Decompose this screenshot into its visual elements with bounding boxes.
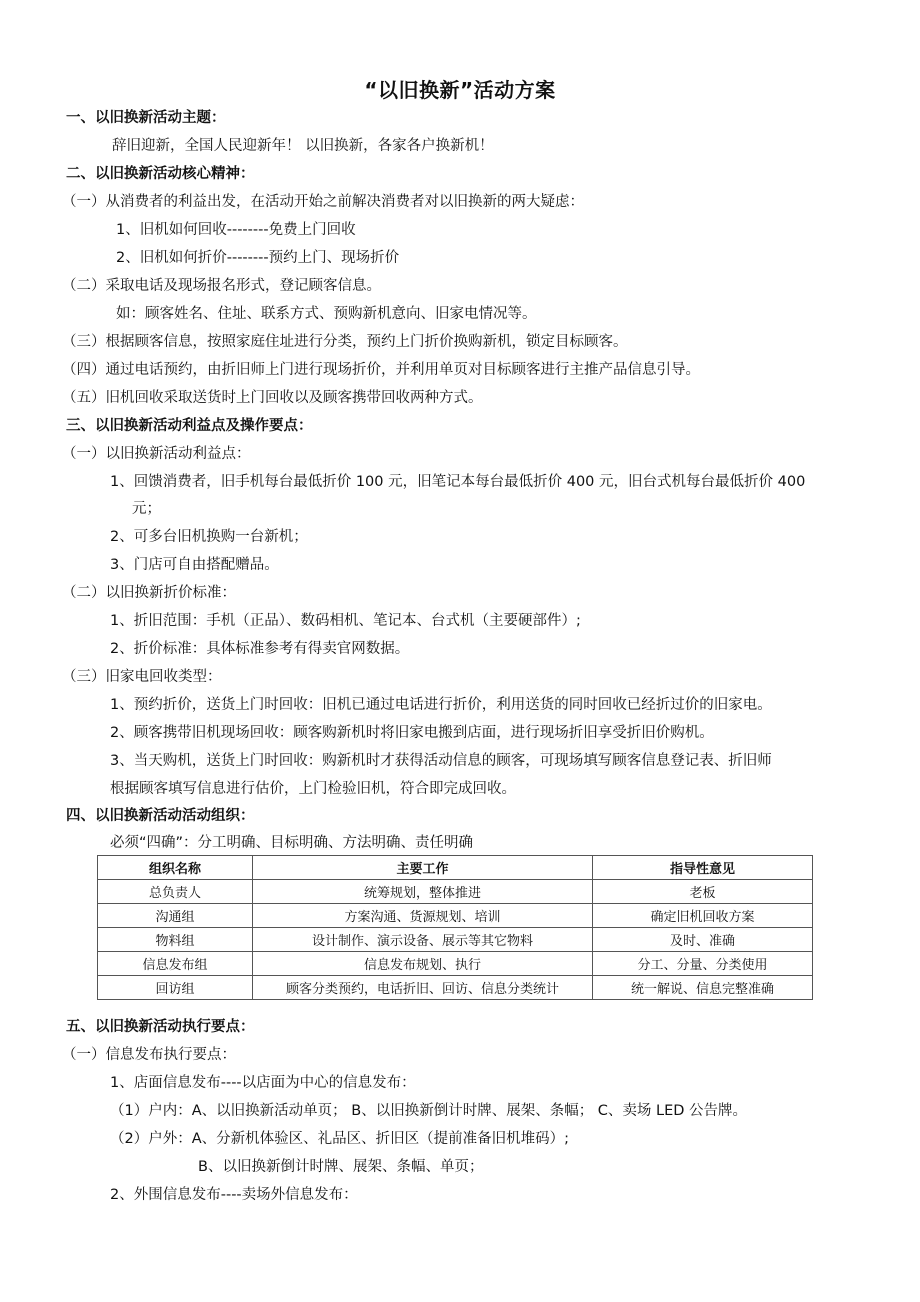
- table-row: [98, 880, 813, 904]
- list-item: 3、当天购机，送货上门时回收：购新机时才获得活动信息的顾客，可现场填写顾客信息登记表、折旧师: [110, 753, 772, 769]
- list-item-continuation: B、以旧换新倒计时牌、展架、条幅、单页；: [198, 1159, 484, 1175]
- list-item: 1、预约折价，送货上门时回收：旧机已通过电话进行折价，利用送货的同时回收已经折过价的旧家电。: [110, 697, 772, 713]
- table-cell: 物料组: [98, 928, 253, 952]
- list-item: 2、顾客携带旧机现场回收：顾客购新机时将旧家电搬到店面，进行现场折旧享受折旧价购机。: [110, 725, 714, 741]
- document-title: “以旧换新”活动方案: [364, 78, 556, 102]
- list-item: 1、旧机如何回收--------免费上门回收: [116, 222, 356, 238]
- list-item: （2）户外：A、分新机体验区、礼品区、折旧区（提前准备旧机堆码）;: [110, 1131, 570, 1147]
- list-item: 2、可多台旧机换购一台新机；: [110, 529, 308, 545]
- table-header-row: [98, 856, 813, 880]
- list-item: 2、外围信息发布----卖场外信息发布：: [110, 1187, 358, 1203]
- paragraph: 辞旧迎新，全国人民迎新年！ 以旧换新，各家各户换新机！: [112, 138, 494, 154]
- column-header: 指导性意见: [593, 856, 813, 880]
- section-heading: 三、以旧换新活动利益点及操作要点：: [66, 418, 313, 434]
- table-cell: 顾客分类预约，电话折旧、回访、信息分类统计: [253, 976, 593, 1000]
- list-item-continuation: 根据顾客填写信息进行估价，上门检验旧机，符合即完成回收。: [110, 781, 516, 797]
- section-heading: 一、以旧换新活动主题：: [66, 110, 226, 126]
- list-item-continuation: 元；: [132, 501, 161, 517]
- paragraph: （三）根据顾客信息，按照家庭住址进行分类，预约上门折价换购新机，锁定目标顾客。: [62, 334, 628, 350]
- table-cell: 统筹规划，整体推进: [253, 880, 593, 904]
- section-heading: 二、以旧换新活动核心精神：: [66, 166, 255, 182]
- list-item: （1）户内：A、以旧换新活动单页； B、以旧换新倒计时牌、展架、条幅； C、卖场 LED 公告牌。: [110, 1103, 748, 1119]
- column-header: 组织名称: [98, 856, 253, 880]
- table-row: [98, 928, 813, 952]
- table-cell: 统一解说、信息完整准确: [593, 976, 813, 1000]
- paragraph: （四）通过电话预约，由折旧师上门进行现场折价，并利用单页对目标顾客进行主推产品信息引导。: [62, 362, 700, 378]
- table-row: [98, 904, 813, 928]
- list-item: 2、折价标准：具体标准参考有得卖官网数据。: [110, 641, 410, 657]
- list-item: 1、折旧范围：手机（正品）、数码相机、笔记本、台式机（主要硬部件）;: [110, 613, 581, 629]
- table-cell: 信息发布规划、执行: [253, 952, 593, 976]
- paragraph: （一）从消费者的利益出发，在活动开始之前解决消费者对以旧换新的两大疑虑：: [62, 194, 584, 210]
- list-item: 1、店面信息发布----以店面为中心的信息发布：: [110, 1075, 416, 1091]
- table-cell: 信息发布组: [98, 952, 253, 976]
- table-cell: 老板: [593, 880, 813, 904]
- paragraph: （五）旧机回收采取送货时上门回收以及顾客携带回收两种方式。: [62, 390, 483, 406]
- paragraph: （一）信息发布执行要点：: [62, 1047, 236, 1063]
- table-cell: 确定旧机回收方案: [593, 904, 813, 928]
- section-heading: 五、以旧换新活动执行要点：: [66, 1019, 255, 1035]
- column-header: 主要工作: [253, 856, 593, 880]
- list-item: 2、旧机如何折价--------预约上门、现场折价: [116, 250, 400, 266]
- list-item: 3、门店可自由搭配赠品。: [110, 557, 279, 573]
- table-row: [98, 976, 813, 1000]
- table-row: [98, 952, 813, 976]
- paragraph: （一）以旧换新活动利益点：: [62, 446, 251, 462]
- table-cell: 分工、分量、分类使用: [593, 952, 813, 976]
- table-cell: 方案沟通、货源规划、培训: [253, 904, 593, 928]
- table-cell: 回访组: [98, 976, 253, 1000]
- section-heading: 四、以旧换新活动活动组织：: [66, 808, 255, 824]
- paragraph: 如：顾客姓名、住址、联系方式、预购新机意向、旧家电情况等。: [116, 306, 537, 322]
- organization-table: [97, 855, 813, 1000]
- table-cell: 总负责人: [98, 880, 253, 904]
- paragraph: （二）采取电话及现场报名形式，登记顾客信息。: [62, 278, 381, 294]
- table-cell: 设计制作、演示设备、展示等其它物料: [253, 928, 593, 952]
- paragraph: （三）旧家电回收类型：: [62, 669, 222, 685]
- paragraph: （二）以旧换新折价标准：: [62, 585, 236, 601]
- paragraph: 必须“四确”：分工明确、目标明确、方法明确、责任明确: [110, 835, 474, 851]
- table-cell: 及时、准确: [593, 928, 813, 952]
- table-cell: 沟通组: [98, 904, 253, 928]
- list-item: 1、回馈消费者，旧手机每台最低折价 100 元，旧笔记本每台最低折价 400 元，旧台式机每台最低折价 400: [110, 474, 806, 490]
